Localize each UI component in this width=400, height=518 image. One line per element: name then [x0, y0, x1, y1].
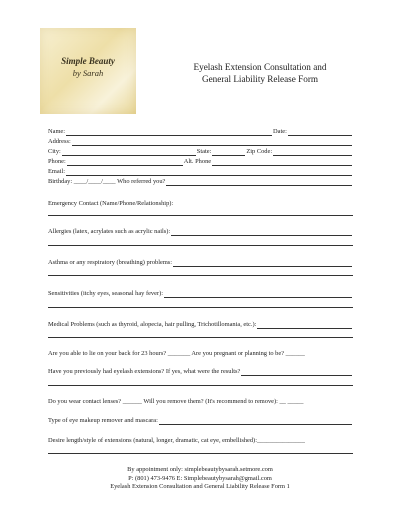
previous-extensions-field-line-2[interactable] [48, 385, 353, 386]
form-title [160, 61, 360, 85]
alt-phone-label: Alt. Phone [183, 158, 212, 165]
previous-extensions-field[interactable] [241, 368, 352, 376]
makeup-label: Type of eye makeup remover and mascara: [48, 417, 158, 424]
name-field[interactable] [66, 128, 272, 136]
sensitivities-label: Sensitivities (itchy eyes, seasonal hay fever): [48, 290, 163, 297]
asthma-row [48, 257, 353, 267]
birthday-row [48, 176, 353, 186]
city-state-zip-row [48, 146, 353, 156]
date-field[interactable] [288, 128, 352, 136]
zip-field[interactable] [273, 148, 352, 156]
lie-back-label[interactable]: Are you able to lie on your back for 23 hours? _______ Are you pregnant or planning to be? ______ [48, 350, 305, 357]
form-title-line-1: Eyelash Extension Consultation and [193, 62, 327, 72]
medical-label: Medical Problems (such as thyroid, alopecia, hair pulling, Trichotillomania, etc.): [48, 321, 257, 328]
contacts-row [48, 396, 353, 406]
lie-back-row [48, 348, 353, 358]
footer [80, 466, 320, 492]
state-label: State: [196, 148, 212, 155]
name-date-row [48, 126, 353, 136]
state-field[interactable] [212, 148, 245, 156]
phone-row [48, 156, 353, 166]
footer-contact: P: (801) 473-9476 E: Simplebeautybysarah@gmail.com [128, 474, 272, 482]
previous-extensions-row [48, 366, 353, 376]
city-field[interactable] [62, 148, 196, 156]
style-field-line-2[interactable] [48, 453, 353, 454]
contacts-label[interactable]: Do you wear contact lenses? ______ Will you remove them? (It's recommend to remove): __ _____ [48, 398, 304, 405]
email-row [48, 166, 353, 176]
phone-field[interactable] [67, 158, 183, 166]
style-label[interactable]: Desire length/style of extensions (natural, longer, dramatic, cat eye, embellished):_______________ [48, 437, 305, 444]
allergies-field-line-2[interactable] [48, 245, 353, 246]
sensitivities-field-line-2[interactable] [48, 307, 353, 308]
logo-line-1: Simple Beauty [61, 56, 115, 66]
zip-label: Zip Code: [246, 148, 273, 155]
style-row [48, 435, 353, 445]
asthma-label: Asthma or any respiratory (breathing) problems: [48, 259, 173, 266]
emergency-label: Emergency Contact (Name/Phone/Relationship): [48, 200, 174, 207]
allergies-label: Allergies (latex, acrylates such as acrylic nails): [48, 228, 171, 235]
referred-field[interactable] [166, 178, 352, 186]
allergies-row [48, 226, 353, 236]
makeup-field[interactable] [159, 417, 352, 425]
address-row [48, 136, 353, 146]
alt-phone-field[interactable] [212, 158, 352, 166]
allergies-field[interactable] [171, 228, 352, 236]
logo-line-2: by Sarah [72, 68, 104, 78]
medical-field-line-2[interactable] [48, 337, 353, 338]
asthma-field[interactable] [173, 259, 352, 267]
footer-page-label: Eyelash Extension Consultation and General Liability Release Form 1 [110, 483, 290, 490]
medical-field[interactable] [257, 321, 352, 329]
sensitivities-field[interactable] [164, 290, 352, 298]
medical-row [48, 319, 353, 329]
email-label: Email: [48, 168, 66, 175]
emergency-field[interactable] [48, 215, 353, 216]
date-label: Date: [273, 128, 287, 135]
address-label: Address: [48, 138, 71, 145]
asthma-field-line-2[interactable] [48, 275, 353, 276]
address-field[interactable] [72, 138, 352, 146]
name-label: Name: [48, 128, 66, 135]
footer-appointment: By appointment only: simplebeautybysarah.setmore.com [127, 466, 273, 473]
form-title-line-2: General Liability Release Form [201, 74, 319, 84]
brand-logo [40, 28, 136, 114]
city-label: City: [48, 148, 61, 155]
phone-label: Phone: [48, 158, 66, 165]
previous-extensions-label: Have you previously had eyelash extensions? If yes, what were the results? [48, 368, 241, 375]
sensitivities-row [48, 288, 353, 298]
birthday-label: Birthday: ____/____/____ Who referred you? [48, 178, 166, 185]
email-field[interactable] [66, 168, 352, 176]
makeup-row [48, 415, 353, 425]
emergency-row [48, 198, 353, 208]
